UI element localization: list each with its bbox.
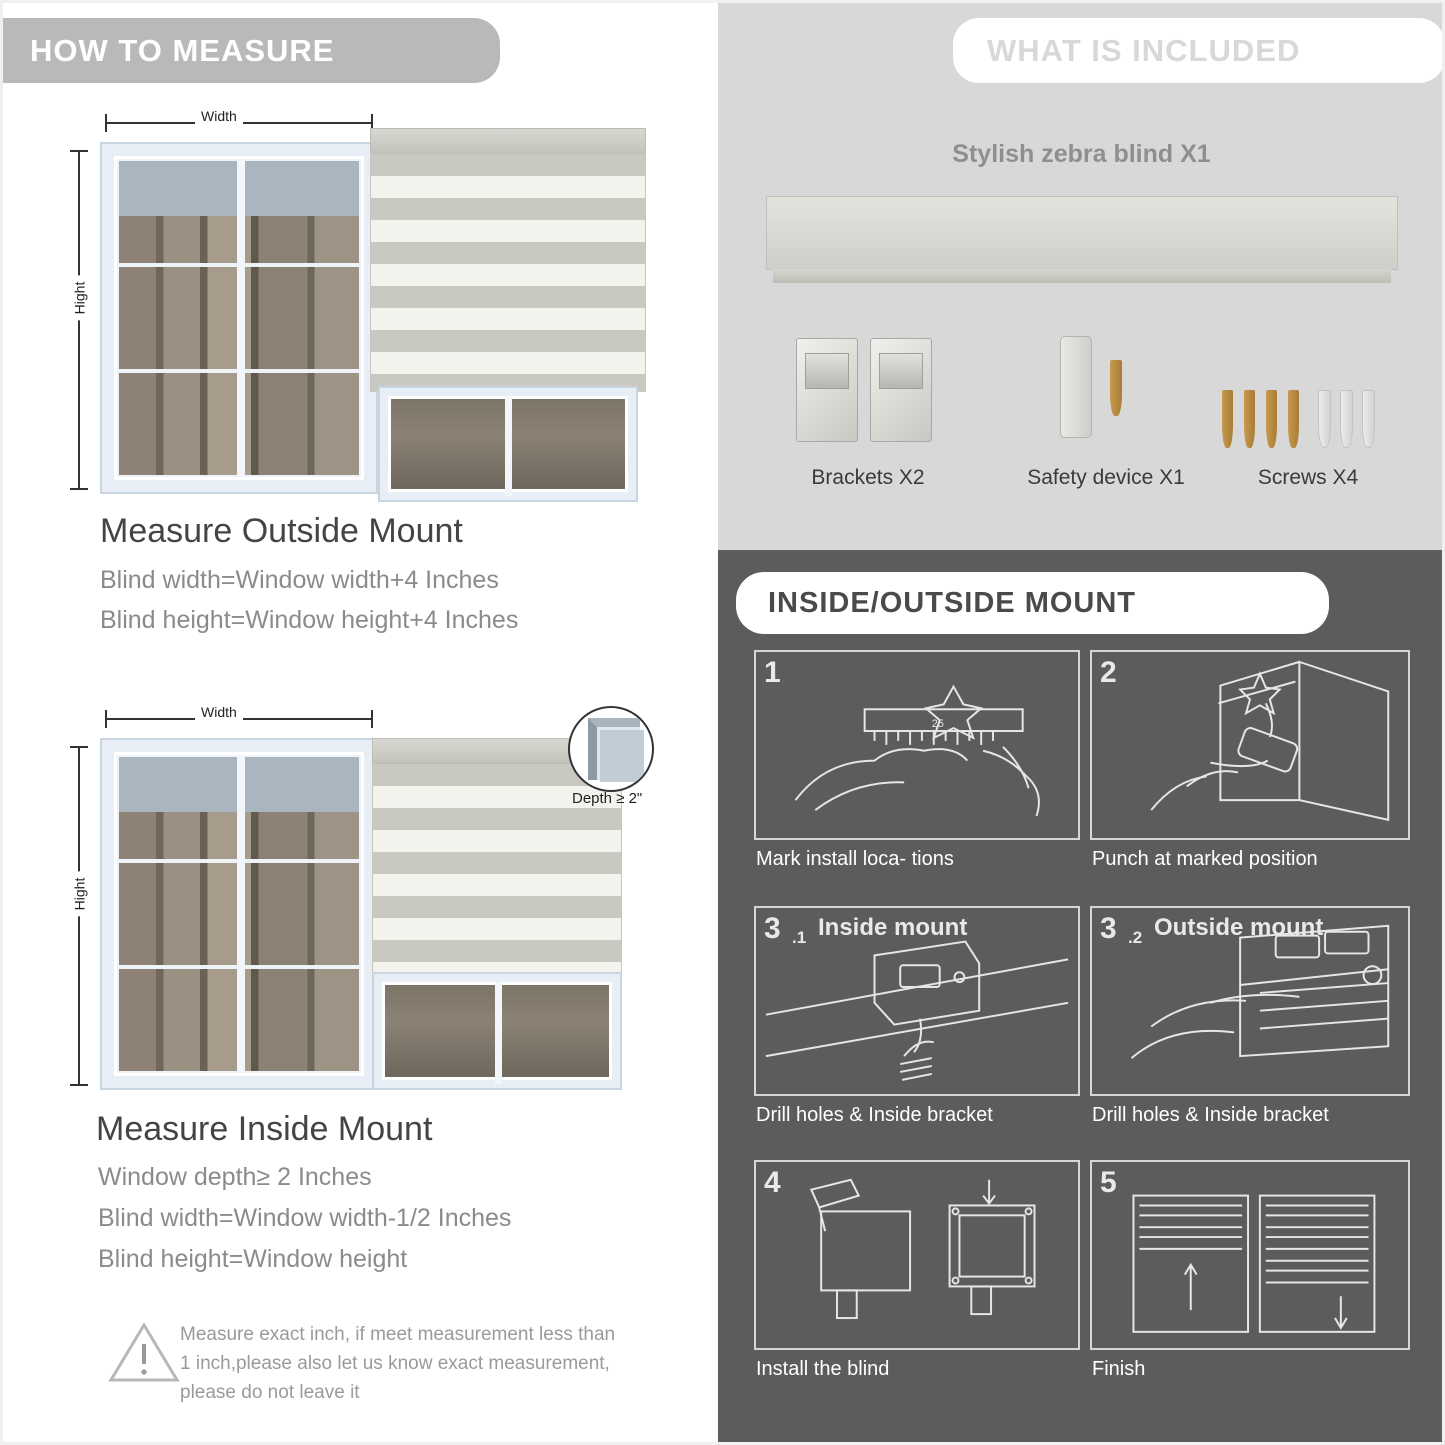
bracket-icon-1 [796, 338, 858, 442]
blind-lower-window [378, 386, 638, 502]
height-dim-tick-top-inside [70, 746, 88, 748]
measure-warning-text: Measure exact inch, if meet measurement less than 1 inch,please also let us know exact measurement, please do not leave it [180, 1324, 616, 1403]
height-dim-tick-top [70, 150, 88, 152]
step-3-2-suffix: .2 [1128, 928, 1143, 947]
warning-triangle-icon [108, 1322, 180, 1384]
step-4 [754, 1160, 1080, 1380]
screw-icon-2 [1244, 390, 1255, 448]
step-3-2-label: Outside mount [1154, 914, 1324, 941]
step-4-number: 4 [764, 1166, 781, 1199]
inside-mount-line-3: Blind height=Window height [98, 1245, 408, 1273]
outside-mount-diagram [60, 110, 660, 500]
outside-mount-line-2: Blind height=Window height+4 Inches [100, 606, 519, 634]
step-2 [1090, 650, 1410, 870]
height-dim-tick-bottom-inside [70, 1084, 88, 1086]
anchor-icon-3 [1362, 390, 1375, 448]
screw-icon-1 [1222, 390, 1233, 448]
blind-lower-window-inside [372, 972, 622, 1090]
inside-mount-heading: Measure Inside Mount [96, 1110, 433, 1148]
outside-mount-line-1: Blind width=Window width+4 Inches [100, 566, 499, 594]
bracket-icon-2 [870, 338, 932, 442]
inside-mount-line-1: Window depth≥ 2 Inches [98, 1163, 372, 1191]
screw-icon-4 [1288, 390, 1299, 448]
outside-width-label: Width [195, 108, 243, 124]
screw-icon-3 [1266, 390, 1277, 448]
what-is-included-section [718, 0, 1445, 550]
step-3-2 [1090, 906, 1410, 1126]
anchor-icon-2 [1340, 390, 1353, 448]
step-3-1-caption: Drill holes & Inside bracket [756, 1104, 993, 1126]
inside-height-label: Hight [71, 872, 87, 917]
step-3-1-label: Inside mount [818, 914, 968, 941]
safety-device-label: Safety device X1 [1027, 466, 1185, 489]
width-dim-tick-left [105, 114, 107, 132]
safety-device-screw-icon [1110, 360, 1122, 416]
depth-label: Depth ≥ 2" [572, 790, 643, 807]
step-1-number: 1 [764, 656, 781, 689]
step-5-number: 5 [1100, 1166, 1117, 1199]
step-5-caption: Finish [1092, 1358, 1146, 1380]
step-3-1-suffix: .1 [792, 928, 807, 947]
step-3-2-number: 3 [1100, 912, 1117, 945]
inside-outside-mount-section [718, 550, 1445, 1445]
what-is-included-banner: WHAT IS INCLUDED [953, 18, 1445, 83]
step-4-caption: Install the blind [756, 1358, 890, 1380]
step-2-number: 2 [1100, 656, 1117, 689]
step-2-sketch [1092, 652, 1408, 840]
step-3-1-sketch [756, 908, 1078, 1096]
how-to-measure-section [0, 0, 712, 1445]
inside-width-label: Width [195, 704, 243, 720]
included-blind-illustration [766, 196, 1398, 270]
step-3-1-number: 3 [764, 912, 781, 945]
outside-mount-heading: Measure Outside Mount [100, 512, 463, 550]
included-main-item-label: Stylish zebra blind X1 [952, 140, 1211, 168]
measure-warning [108, 1318, 628, 1418]
how-to-measure-banner: HOW TO MEASURE [0, 18, 500, 83]
safety-device-icon [1060, 336, 1092, 438]
inside-mount-line-2: Blind width=Window width-1/2 Inches [98, 1204, 512, 1232]
height-dim-tick-bottom [70, 488, 88, 490]
step-1 [754, 650, 1080, 870]
window-illustration-inside [100, 738, 378, 1090]
blind-illustration-outside [370, 128, 646, 500]
anchor-icon-1 [1318, 390, 1331, 448]
width-dim-tick-left-inside [105, 710, 107, 728]
width-dim-tick-right-inside [371, 710, 373, 728]
step-5 [1090, 1160, 1410, 1380]
window-illustration-outside [100, 142, 378, 494]
svg-text:25: 25 [931, 718, 944, 731]
inside-outside-mount-banner: INSIDE/OUTSIDE MOUNT [736, 572, 1329, 634]
step-1-caption: Mark install loca- tions [756, 848, 954, 870]
brackets-label: Brackets X2 [811, 466, 925, 489]
step-3-2-caption: Drill holes & Inside bracket [1092, 1104, 1329, 1126]
step-2-caption: Punch at marked position [1092, 848, 1318, 870]
step-3-2-sketch [1092, 908, 1408, 1096]
depth-callout-circle [568, 706, 654, 792]
step-5-sketch [1092, 1162, 1408, 1350]
step-4-sketch [756, 1162, 1078, 1350]
inside-mount-diagram [60, 706, 680, 1096]
step-3-1 [754, 906, 1080, 1126]
outside-height-label: Hight [71, 276, 87, 321]
screws-label: Screws X4 [1257, 466, 1359, 489]
step-1-sketch [756, 652, 1078, 840]
